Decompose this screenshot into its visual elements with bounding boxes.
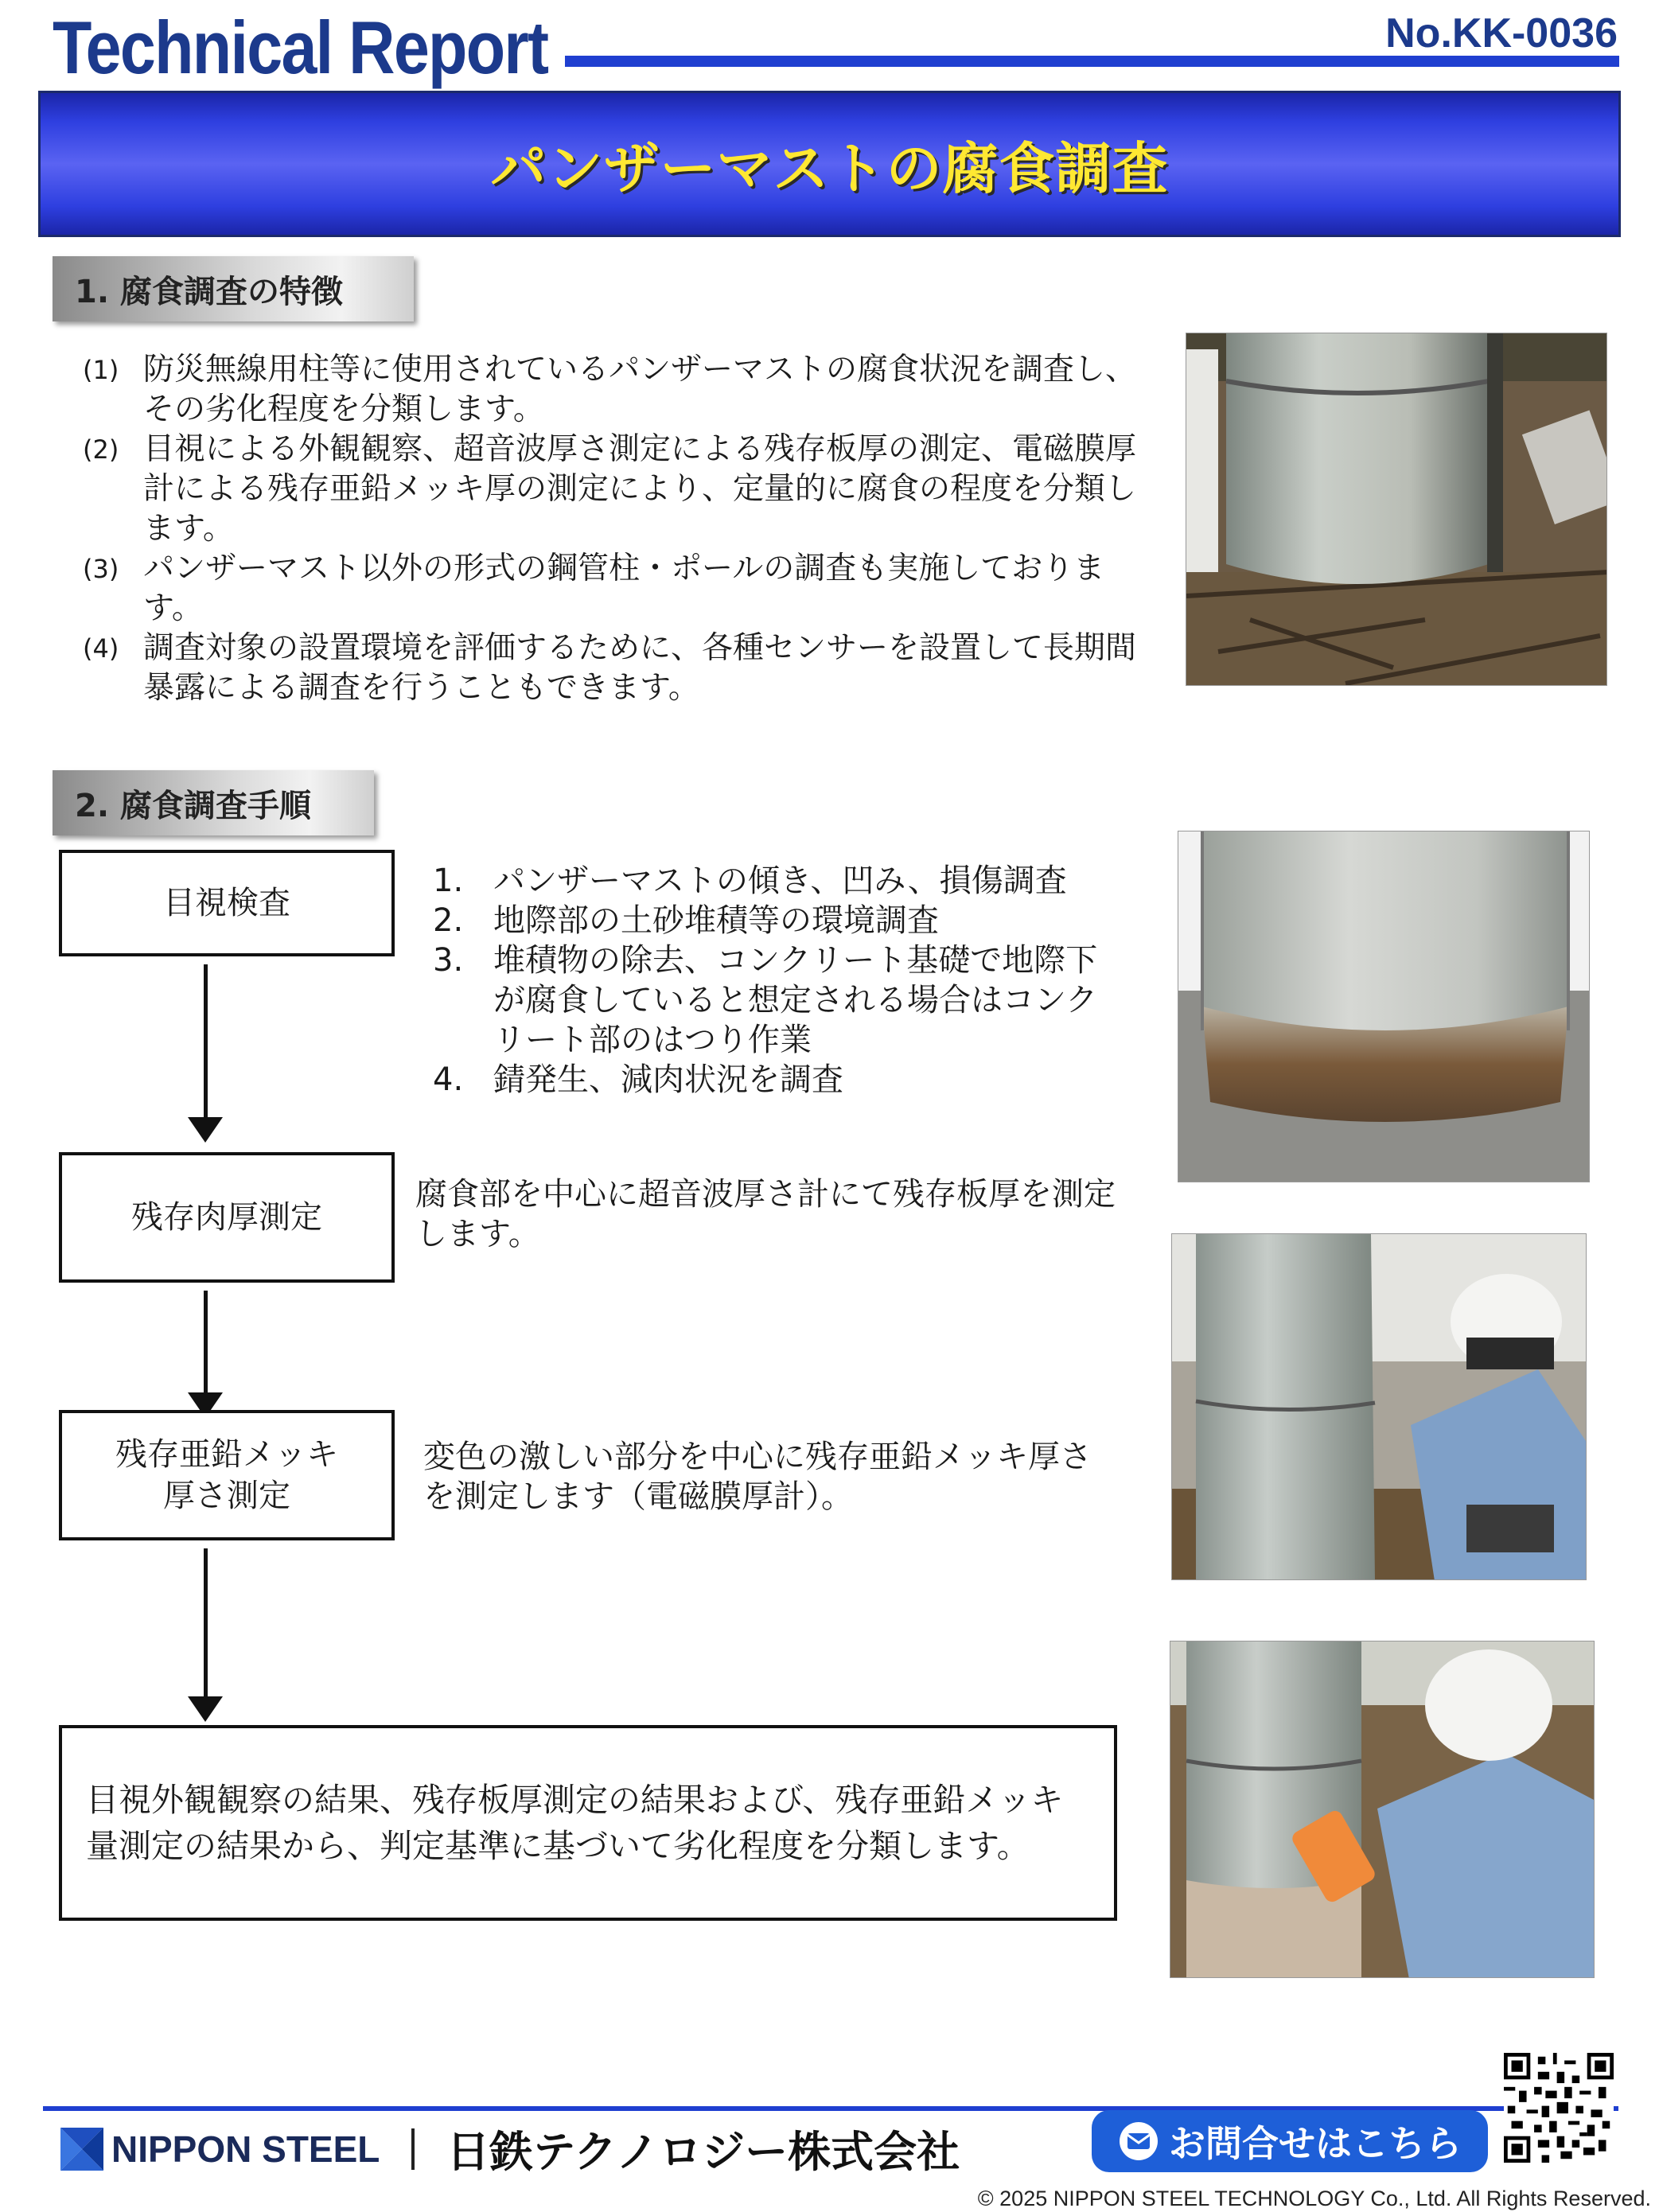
result-classification-box: 目視外観観察の結果、残存板厚測定の結果および、残存亜鉛メッキ量測定の結果から、判定基準に基づいて劣化程度を分類します。 xyxy=(59,1725,1117,1921)
flow-arrow-head xyxy=(188,1696,223,1722)
list-item: 2. 地際部の土砂堆積等の環境調査 xyxy=(433,902,939,939)
flow-arrow-line xyxy=(204,964,208,1120)
zinc-plating-desc: 変色の激しい部分を中心に残存亜鉛メッキ厚さを測定します（電磁膜厚計）。 xyxy=(423,1439,1092,1515)
list-item: 1. パンザーマストの傾き、凹み、損傷調査 xyxy=(433,863,1067,899)
contact-label: お問合せはこちら xyxy=(1169,2122,1462,2165)
report-type-title: Technical Report xyxy=(53,6,548,89)
nippon-steel-mark-icon xyxy=(60,2128,103,2171)
copyright: © 2025 NIPPON STEEL TECHNOLOGY Co., Ltd. All Rights Reserved. xyxy=(977,2187,1651,2210)
list-item: (2) 目視による外観観察、超音波厚さ測定による残存板厚の測定、電磁膜厚計による残存亜鉛メッキ厚の測定により、定量的に腐食の程度を分類します。 xyxy=(83,431,1137,547)
logo-divider xyxy=(411,2128,415,2170)
list-item: 3. 堆積物の除去、コンクリート基礎で地際下が腐食していると想定される場合はコンクリート部のはつり作業 xyxy=(433,942,1098,1058)
photo-thickness-measurement xyxy=(1171,1233,1587,1580)
list-item: (3) パンザーマスト以外の形式の鋼管柱・ポールの調査も実施しております。 xyxy=(83,551,1105,626)
step-thickness-measurement: 残存肉厚測定 xyxy=(59,1152,395,1283)
qr-code[interactable] xyxy=(1504,2053,1614,2163)
title-banner xyxy=(38,91,1621,237)
list-item: (1) 防災無線用柱等に使用されているパンザーマストの腐食状況を調査し、その劣化程度を分類します。 xyxy=(83,352,1137,427)
photo-zinc-measurement xyxy=(1170,1641,1595,1978)
contact-button[interactable] xyxy=(1092,2110,1488,2172)
list-item: (4) 調査対象の設置環境を評価するために、各種センサーを設置して長期間暴露による調査を行うこともできます。 xyxy=(83,630,1137,706)
flow-arrow-head xyxy=(188,1117,223,1143)
photo-mast-base xyxy=(1186,333,1607,686)
company-name: 日鉄テクノロジー株式会社 xyxy=(446,2127,960,2177)
visual-inspection-steps xyxy=(433,861,1117,1100)
flow-arrow-line xyxy=(204,1548,208,1700)
list-item: 4. 錆発生、減肉状況を調査 xyxy=(433,1061,843,1098)
flow-arrow-line xyxy=(204,1291,208,1396)
header-rule xyxy=(565,56,1619,67)
photo-corroded-base xyxy=(1178,831,1590,1182)
document-number: No.KK-0036 xyxy=(1385,10,1618,56)
section2-heading: 2. 腐食調査手順 xyxy=(53,770,374,835)
brand-name: NIPPON STEEL xyxy=(111,2128,380,2170)
mail-icon xyxy=(1118,2120,1159,2162)
qr-code-icon xyxy=(1504,2053,1614,2163)
thickness-measurement-desc: 腐食部を中心に超音波厚さ計にて残存板厚を測定します。 xyxy=(415,1176,1116,1252)
section1-heading: 1. 腐食調査の特徴 xyxy=(53,256,414,321)
step-visual-inspection: 目視検査 xyxy=(59,850,395,956)
page-title: パンザーマストの腐食調査 xyxy=(490,135,1169,201)
nippon-steel-logo xyxy=(60,2118,960,2179)
step-zinc-plating-measurement: 残存亜鉛メッキ 厚さ測定 xyxy=(59,1410,395,1540)
feature-list xyxy=(83,350,1149,708)
